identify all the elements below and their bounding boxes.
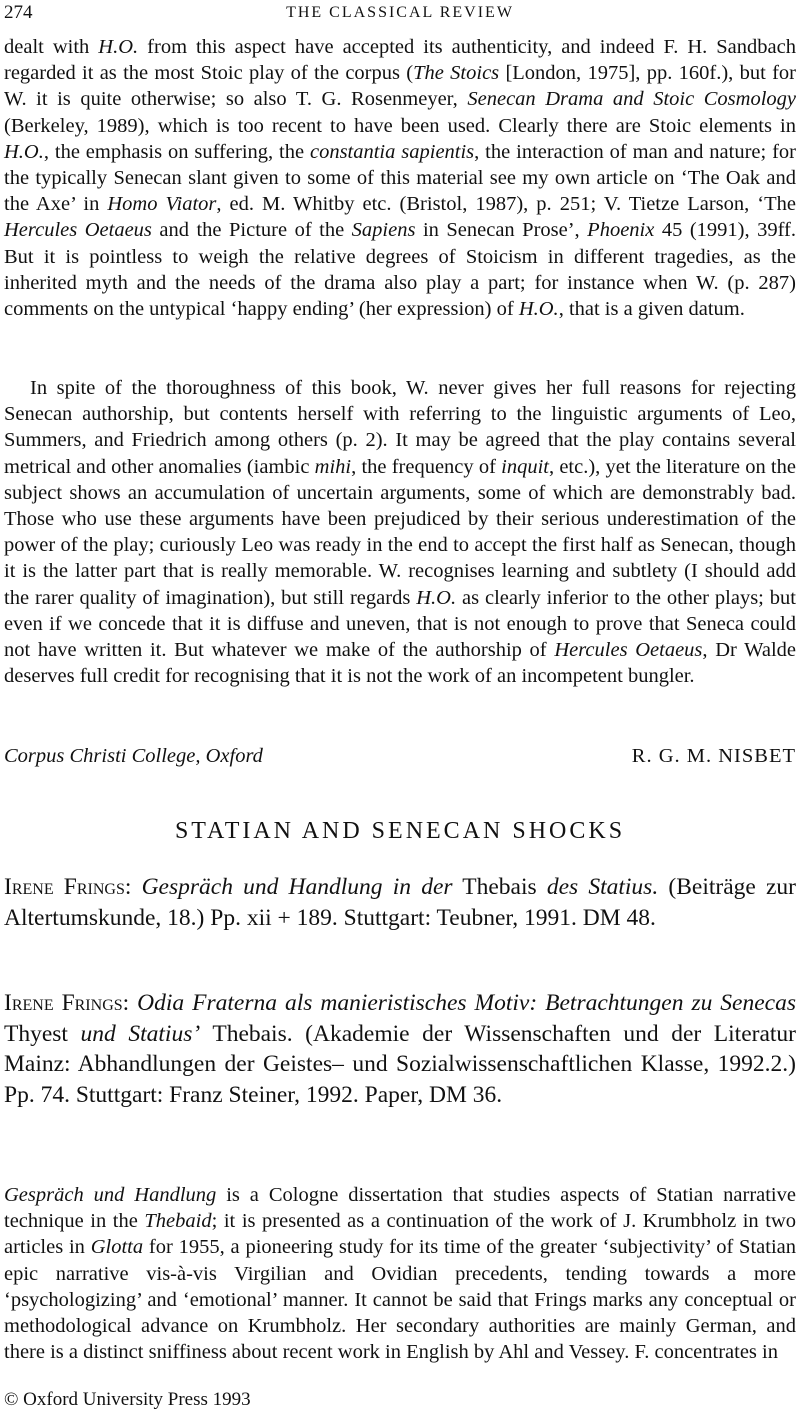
- italic-run: inquit: [501, 455, 549, 478]
- small-caps-run: Irene Frings: [4, 990, 123, 1016]
- italic-run: H.O.: [416, 586, 457, 609]
- italic-run: Gespräch und Handlung: [4, 1184, 217, 1206]
- book-citation-1: Irene Frings: Gespräch und Handlung in der Thebais des Statius. (Beiträge zur Altertumskunde, 18.) Pp. xii + 189. Stuttgart: Teubner, 1991. DM 48.: [4, 874, 797, 931]
- review-paragraph-2: In spite of the thoroughness of this book, W. never gives her full reasons for rejecting Senecan authorship, but contents herself with referring to the linguistic arguments of Leo, Summers, and Friedrich among others (p. 2). It may be agreed that the play contains several metrical and other anomalies (iambic mihi, the frequency of inquit, etc.), yet the literature on the subject shows an accumulation of uncertain arguments, some of which are demonstrably bad. Those who use these arguments have been prejudiced by their serious underestimation of the power of the play; curiously Leo was ready in the end to accept the first half as Senecan, though it is the latter part that is really memorable. W. recognises learning and subtlety (I should add the rarer quality of imagination), but still regards H.O. as clearly inferior to the other plays; but even if we concede that it is diffuse and uneven, that is not enough to prove that Seneca could not have written it. But whatever we make of the authorship of Hercules Oetaeus, Dr Walde deserves full credit for recognising that it is not the work of an incompetent bungler.: [4, 377, 796, 688]
- italic-run: Gespräch und Handlung in der: [141, 874, 453, 900]
- reviewer-institution: Corpus Christi College, Oxford: [4, 745, 263, 767]
- italic-run: Homo Viator: [107, 193, 217, 216]
- running-head: [4, 2, 796, 24]
- italic-run: H.O.: [518, 298, 559, 321]
- book-citation-2: Irene Frings: Odia Fraterna als manieristisches Motiv: Betrachtungen zu Senecas Thyest und Statius’ Thebais. (Akademie der Wissenschaften und der Literatur Mainz: Abhandlungen der Geistes– und Sozialwissenschaftlichen Klasse, 1992.2.) Pp. 74. Stuttgart: Franz Steiner, 1992. Paper, DM 36.: [4, 990, 797, 1108]
- reviewer-name: R. G. M. NISBET: [631, 745, 796, 767]
- italic-run: Senecan Drama and Stoic Cosmology: [467, 88, 796, 111]
- italic-run: Thebaid: [144, 1210, 212, 1233]
- italic-run: und Statius’: [80, 1020, 201, 1047]
- italic-run: Sapiens: [351, 219, 416, 242]
- italic-run: H.O.: [98, 36, 139, 58]
- italic-run: des Statius.: [546, 874, 659, 900]
- italic-run: Glotta: [90, 1236, 144, 1259]
- section-title: STATIAN AND SENECAN SHOCKS: [174, 818, 626, 844]
- italic-run: Hercules Oetaeus: [4, 219, 152, 242]
- italic-run: Odia Fraterna als manieristisches Motiv: Betrachtungen zu Senecas: [137, 990, 796, 1016]
- signature-line: [4, 745, 796, 775]
- italic-run: constantia sapientis: [309, 140, 475, 163]
- italic-run: Hercules Oetaeus: [554, 639, 703, 662]
- italic-run: H.O.: [4, 140, 44, 163]
- review-paragraph-1: dealt with H.O. from this aspect have accepted its authenticity, and indeed F. H. Sandbach regarded it as the most Stoic play of the corpus (The Stoics [London, 1975], pp. 160f.), but for W. it is quite otherwise; so also T. G. Rosenmeyer, Senecan Drama and Stoic Cosmology (Berkeley, 1989), which is too recent to have been used. Clearly there are Stoic elements in H.O., the emphasis on suffering, the constantia sapientis, the interaction of man and nature; for the typically Senecan slant given to some of this material see my own article on ‘The Oak and the Axe’ in Homo Viator, ed. M. Whitby etc. (Bristol, 1987), p. 251; V. Tietze Larson, ‘The Hercules Oetaeus and the Picture of the Sapiens in Senecan Prose’, Phoenix 45 (1991), 39ff. But it is pointless to weigh the relative degrees of Stoicism in different tragedies, as the inherited myth and the needs of the drama also play a part; for instance when W. (p. 287) comments on the untypical ‘happy ending’ (her expression) of H.O., that is a given datum.: [4, 36, 797, 321]
- page-number: 274: [4, 2, 33, 23]
- review-body-paragraph: Gespräch und Handlung is a Cologne dissertation that studies aspects of Statian narrative technique in the Thebaid; it is presented as a continuation of the work of J. Krumbholz in two articles in Glotta for 1955, a pioneering study for its time of the greater ‘subjectivity’ of Statian epic narrative vis-à-vis Virgilian and Ovidian precedents, tending towards a more ‘psychologizing’ and ‘emotional’ manner. It cannot be said that Frings marks any conceptual or methodological advance on Krumbholz. Her secondary authorities are mainly German, and there is a distinct sniffiness about recent work in English by Ahl and Vessey. F. concentrates in: [4, 1184, 796, 1364]
- italic-run: The Stoics: [413, 62, 500, 85]
- small-caps-run: Irene Frings: [4, 874, 125, 900]
- copyright-notice: © Oxford University Press 1993: [4, 1389, 251, 1410]
- italic-run: Phoenix: [587, 219, 655, 242]
- journal-title: THE CLASSICAL REVIEW: [286, 4, 514, 21]
- italic-run: mihi: [314, 455, 352, 478]
